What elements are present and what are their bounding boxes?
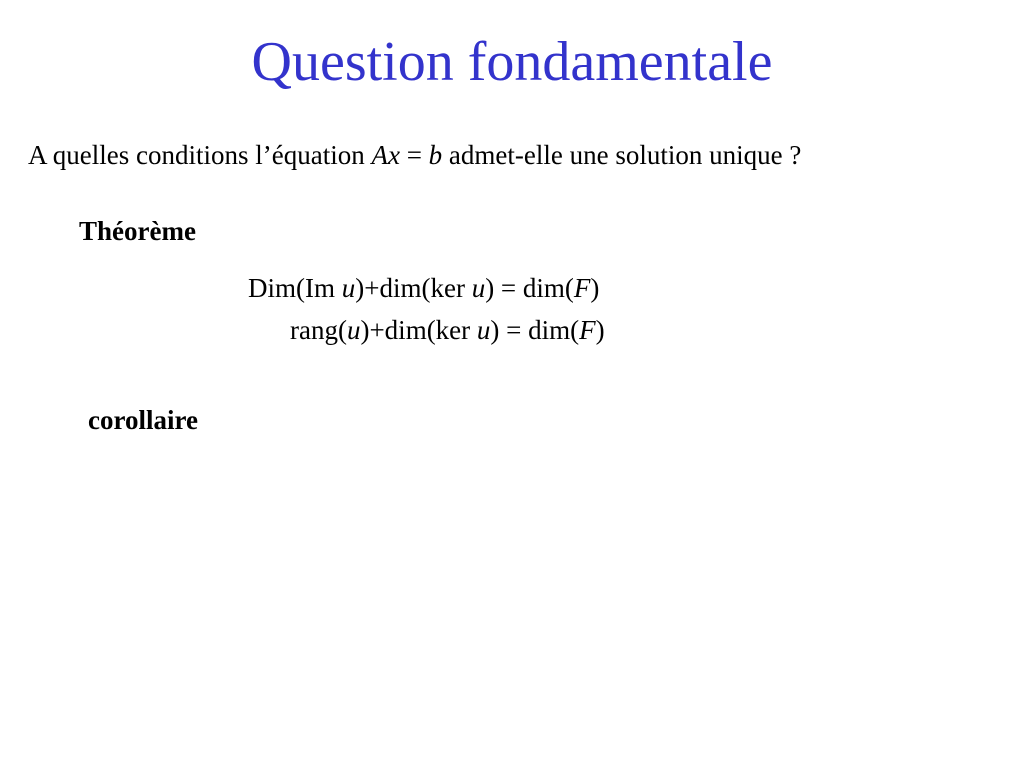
question-text (28, 142, 801, 169)
equals-sign: = (399, 140, 429, 170)
variable-u: u (341, 273, 356, 303)
variable-b: b (428, 140, 443, 170)
formula-part: rang( (290, 315, 347, 345)
variable-u: u (476, 315, 491, 345)
variable-f: F (573, 273, 591, 303)
formula-part: )+dim(ker (360, 315, 477, 345)
formula-part: Dim(Im (248, 273, 342, 303)
theorem-label: Théorème (79, 216, 196, 246)
variable-f: F (579, 315, 596, 345)
formula-part: ) = dim( (485, 273, 574, 303)
formula-part: ) = dim( (490, 315, 580, 345)
rank-nullity-formula-dim (248, 275, 599, 302)
slide-title: Question fondamentale (251, 31, 773, 93)
variable-u: u (471, 273, 486, 303)
formula-part: )+dim(ker (355, 273, 472, 303)
question-text-end: admet-elle une solution unique ? (442, 140, 802, 170)
corollary-label: corollaire (88, 405, 198, 435)
formula-part: ) (595, 315, 605, 345)
variable-u: u (346, 315, 361, 345)
formula-part: ) (590, 273, 600, 303)
variable-ax: Ax (371, 140, 400, 170)
question-text-start: A quelles conditions l’équation (28, 140, 372, 170)
rank-nullity-formula-rang (290, 317, 605, 344)
